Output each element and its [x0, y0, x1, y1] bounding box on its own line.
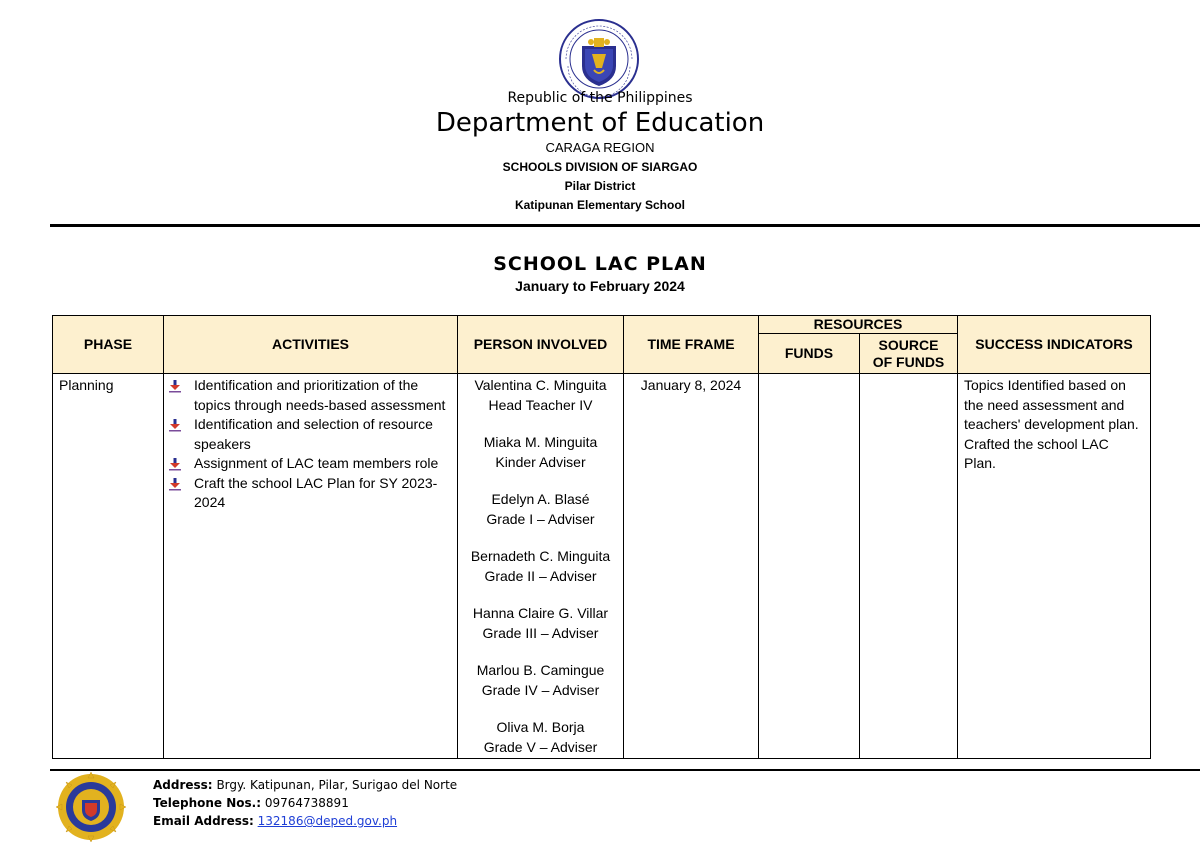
cell-funds — [759, 374, 860, 759]
cell-persons — [458, 374, 624, 759]
address-label: Address: — [153, 778, 213, 792]
person-entry — [462, 718, 619, 757]
school-line: Katipunan Elementary School — [514, 198, 686, 212]
header-persons: PERSON INVOLVED — [458, 316, 624, 374]
footer-telephone — [153, 796, 349, 810]
person-entry — [462, 604, 619, 643]
division-line: SCHOOLS DIVISION OF SIARGAO — [502, 160, 698, 174]
arrow-bullet-icon — [168, 379, 182, 393]
cell-source-of-funds — [860, 374, 958, 759]
person-name: Miaka M. Minguita — [483, 434, 598, 450]
arrow-bullet-icon — [168, 418, 182, 432]
school-seal-icon — [56, 772, 126, 842]
region-line: CARAGA REGION — [545, 140, 655, 155]
district-line: Pilar District — [564, 179, 636, 193]
cell-activities — [164, 374, 458, 759]
activity-item — [194, 474, 451, 513]
activity-item — [194, 376, 451, 415]
header-success: SUCCESS INDICATORS — [958, 316, 1151, 374]
cell-success-indicators: Topics Identified based on the need assessment and teachers' development plan. Crafted the school LAC Plan. — [958, 374, 1151, 759]
person-role: Grade V – Adviser — [483, 738, 598, 755]
department-title: Department of Education — [435, 108, 765, 138]
footer-divider — [50, 769, 1200, 771]
republic-line: Republic of the Philippines — [507, 90, 693, 106]
person-name: Edelyn A. Blasé — [491, 491, 590, 507]
lac-plan-table — [52, 315, 1151, 759]
person-role: Kinder Adviser — [495, 453, 586, 470]
header-activities: ACTIVITIES — [164, 316, 458, 374]
header-funds: FUNDS — [759, 334, 860, 374]
person-entry — [462, 376, 619, 415]
cell-time-frame: January 8, 2024 — [624, 374, 759, 759]
header-source-line1: SOURCE — [878, 336, 939, 353]
person-entry — [462, 490, 619, 529]
activity-text: Identification and prioritization of the topics through needs-based assessment — [194, 377, 446, 413]
telephone-label: Telephone Nos.: — [153, 796, 262, 810]
cell-phase: Planning — [53, 374, 164, 759]
footer-email — [153, 814, 397, 828]
person-name: Bernadeth C. Minguita — [470, 548, 611, 564]
person-role: Head Teacher IV — [488, 396, 593, 413]
address-value: Brgy. Katipunan, Pilar, Surigao del Norte — [216, 778, 458, 792]
header-resources: RESOURCES — [759, 316, 958, 334]
activity-item — [194, 454, 451, 474]
person-role: Grade IV – Adviser — [481, 681, 600, 698]
header-divider — [50, 224, 1200, 227]
activity-text: Assignment of LAC team members role — [194, 455, 439, 471]
person-role: Grade I – Adviser — [486, 510, 595, 527]
email-link[interactable]: 132186@deped.gov.ph — [257, 814, 398, 828]
header-source-line2: OF FUNDS — [872, 353, 945, 370]
header-source-of-funds — [860, 334, 958, 374]
footer-address — [153, 778, 457, 792]
person-entry — [462, 433, 619, 472]
person-name: Hanna Claire G. Villar — [472, 605, 609, 621]
person-name: Marlou B. Camingue — [476, 662, 605, 678]
activity-text: Identification and selection of resource speakers — [194, 416, 433, 452]
person-name: Oliva M. Borja — [496, 719, 585, 735]
person-role: Grade III – Adviser — [482, 624, 599, 641]
header-time-frame: TIME FRAME — [624, 316, 759, 374]
header-phase: PHASE — [53, 316, 164, 374]
email-label: Email Address: — [153, 814, 254, 828]
arrow-bullet-icon — [168, 477, 182, 491]
table-row — [53, 374, 1151, 759]
activity-item — [194, 415, 451, 454]
activity-text: Craft the school LAC Plan for SY 2023-2024 — [194, 474, 438, 510]
deped-seal-icon — [558, 18, 640, 100]
plan-title: SCHOOL LAC PLAN — [493, 253, 707, 275]
telephone-value: 09764738891 — [264, 796, 349, 810]
arrow-bullet-icon — [168, 457, 182, 471]
person-name: Valentina C. Minguita — [474, 377, 607, 393]
plan-subtitle: January to February 2024 — [515, 278, 685, 294]
person-role: Grade II – Adviser — [484, 567, 597, 584]
person-entry — [462, 661, 619, 700]
person-entry — [462, 547, 619, 586]
